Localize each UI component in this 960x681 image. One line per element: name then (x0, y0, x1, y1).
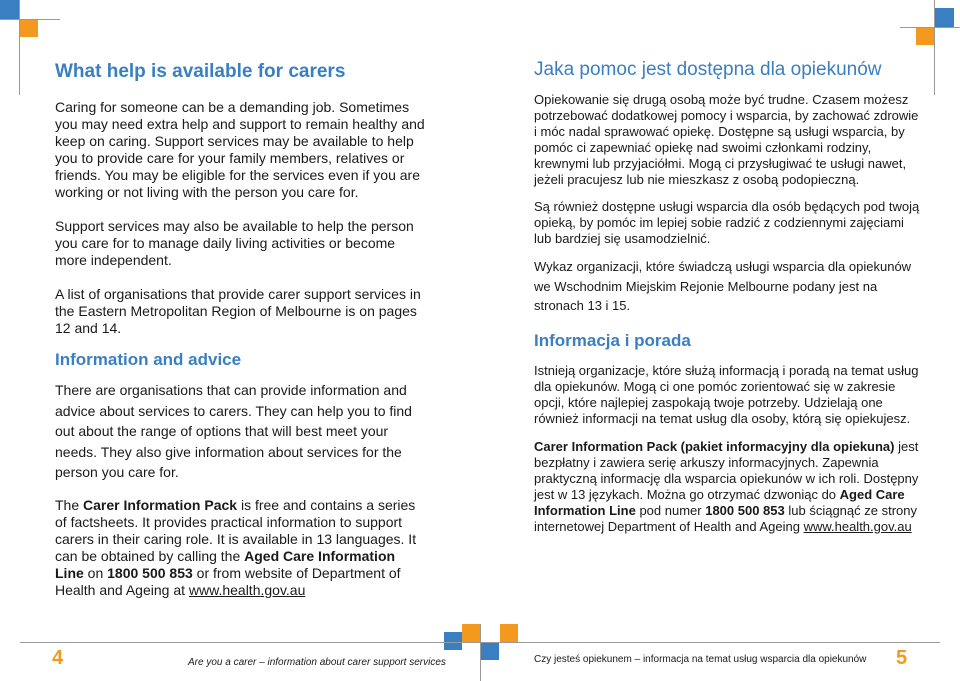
center-decoration-orange (500, 624, 518, 642)
pack-text: The (55, 496, 84, 513)
corner-decoration-orange (20, 19, 38, 37)
center-decoration-blue (481, 642, 499, 660)
website-link[interactable]: www.health.gov.au (803, 518, 912, 534)
intro-text: You may be eligible for the services even if you are working or not living with the person you care for. (55, 167, 420, 200)
footer-caption-right: Czy jesteś opiekunem – informacja na temat usług wsparcia dla opiekunów (534, 654, 867, 665)
center-decoration-orange (462, 624, 480, 642)
info-text: They can help you to find out about the range of options that will best meet your needs. (55, 402, 412, 460)
right-column (534, 58, 924, 535)
info-line-name: Aged Care Information Line (55, 547, 396, 581)
pack-text: or from website of Department of Health and Ageing at (55, 564, 401, 598)
pack-text: lub ściągnąć ze strony internetowej Department of Health and Ageing (534, 502, 917, 534)
page-title: What help is available for carers (55, 61, 346, 82)
carer-pack-paragraph (55, 497, 425, 599)
intro-text: Czasem możesz potrzebować dodatkowej pomocy i wsparcia, by zachować zdrowie i móc nadal sprawować opiekę. (534, 92, 919, 139)
page-title-polish: Jaka pomoc jest dostępna dla opiekunów (534, 59, 882, 80)
phone-number: 1800 500 853 (107, 564, 193, 581)
info-text: They also give information about services for the person you care for. (55, 443, 402, 480)
website-link[interactable]: www.health.gov.au (188, 581, 306, 598)
left-column (55, 60, 425, 599)
pack-name: Carer Information Pack (pakiet informacyjny dla opiekuna) (534, 438, 895, 454)
info-paragraph (55, 380, 425, 483)
intro-text: Caring for someone can be a demanding job. Sometimes you may need extra help and support to remain healthy and keep on caring. Support services may be available to help you to provide care for your family members, relatives or friends. (55, 99, 425, 183)
center-decoration-blue (444, 632, 462, 650)
corner-line (900, 27, 960, 28)
pack-name: Carer Information Pack (83, 496, 238, 513)
page-number-left: 4 (52, 647, 64, 669)
intro-text: Opiekowanie się drugą osobą może być trudne. (534, 92, 809, 107)
footer-rule-right (480, 642, 940, 643)
intro-paragraph-polish (534, 92, 924, 188)
support-paragraph-polish: Są również dostępne usługi wsparcia dla osób będących pod twoją opieką, by pomóc im lepiej sobie radzić z codziennymi zajęciami lub bardziej się usamodzielnić. (534, 199, 920, 246)
footer-caption-left: Are you a carer – information about carer support services (188, 657, 446, 668)
corner-line (934, 0, 935, 95)
carer-pack-paragraph-polish (534, 439, 924, 535)
section-heading-info: Information and advice (55, 350, 242, 369)
intro-text: Dostępne są usługi wsparcia, by pomóc ci zapewniać opiekę nad swoimi członkami rodziny, krewnymi lub przyjaciółmi. (534, 124, 905, 171)
phone-number: 1800 500 853 (705, 502, 785, 518)
corner-line (0, 19, 60, 20)
footer-rule-left (20, 642, 480, 643)
page-number-right: 5 (896, 647, 908, 669)
corner-decoration-blue (0, 0, 20, 19)
info-text: There are organisations that can provide information and advice about services to carers. (55, 382, 407, 419)
center-line (480, 624, 481, 681)
corner-decoration-blue (934, 8, 954, 27)
intro-paragraph (55, 99, 425, 201)
pack-text: jest bezpłatny i zawiera serię arkuszy informacyjnych. Zapewnia praktyczną informację dla wsparcia opiekunów w ich roli. Dostępny jest w 13 językach. Można go otrzymać dzwoniąc do (534, 438, 919, 502)
corner-line (19, 0, 20, 95)
pack-text: is free and contains a series of factsheets. It provides practical information to support carers in their caring role. It is available in 13 languages. It can be obtained by calling the (55, 496, 417, 564)
intro-text: Mogą ci przysługiwać te usługi nawet, jeżeli pracujesz lub nie mieszkasz z osobą podopieczną. (534, 156, 907, 187)
info-line-name: Aged Care Information Line (534, 486, 905, 518)
support-paragraph: Support services may also be available to help the person you care for to manage daily living activities or become more independent. (55, 218, 414, 268)
pack-text: on (83, 564, 108, 581)
pack-text: pod numer (635, 502, 706, 518)
organisations-paragraph: A list of organisations that provide carer support services in the Eastern Metropolitan Region of Melbourne is on pages 12 and 14. (55, 286, 421, 336)
info-paragraph-polish: Istnieją organizacje, które służą informacją i poradą na temat usług dla opiekunów. Mogą ci one pomóc zorientować się w zakresie opcji, które najlepiej zaspokają twoje potrzeby. Udzielają one również informacji na temat usług dla osoby, którą się opiekujesz. (534, 362, 919, 426)
section-heading-info-polish: Informacja i porada (534, 330, 691, 350)
organisations-paragraph-polish: Wykaz organizacji, które świadczą usługi wsparcia dla opiekunów we Wschodnim Miejskim Rejonie Melbourne podany jest na stronach 13 i 15. (534, 259, 912, 313)
corner-decoration-orange (916, 27, 934, 45)
